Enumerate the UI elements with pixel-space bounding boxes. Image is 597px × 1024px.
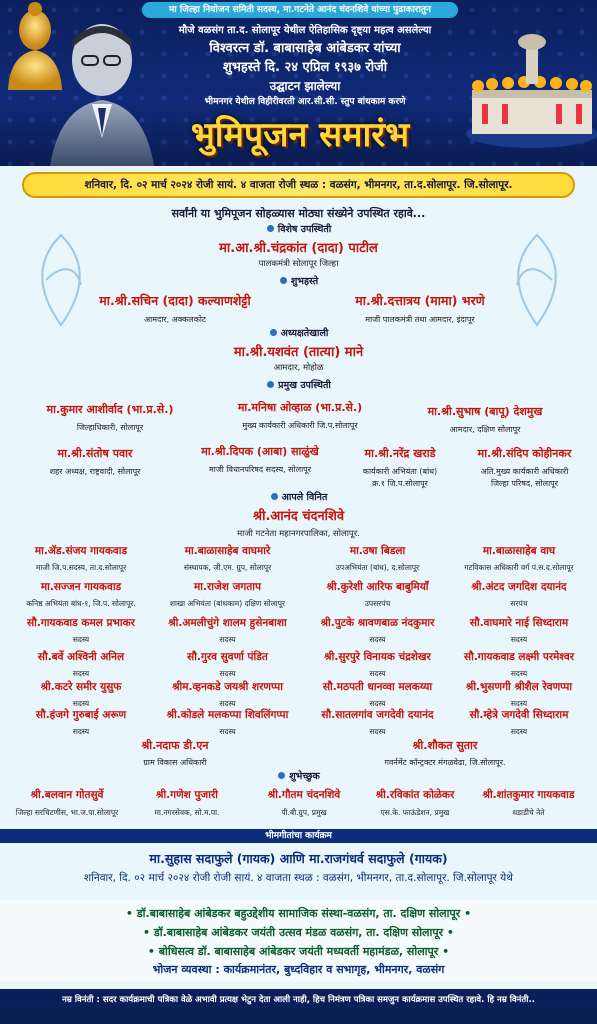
special-guest-desc: पालकमंत्री सोलापूर जिल्हा <box>258 259 339 269</box>
member-name: मा.बाळासाहेब वाघ <box>482 545 556 557</box>
member-desc: सदस्य <box>369 699 386 708</box>
blessing-desc: माजी पालकमंत्री तथा आमदार, इंदापूर <box>365 315 475 324</box>
member-desc: सदस्य <box>369 727 386 736</box>
president-name: मा.श्री.यशवंत (तात्या) माने <box>233 345 364 360</box>
official-name: श्री.शौकत सुतार <box>412 739 478 752</box>
member-name: श्री.भुसणगी श्रीशैल रेवणप्पा <box>465 681 573 693</box>
president-desc: आमदार, मोहोळ <box>273 363 324 373</box>
organizer-line: • डॉ.बाबासाहेब आंबेडकर जयंती उत्सव मंडळ वळसंग, ता. दक्षिण सोलापूर • <box>143 926 454 939</box>
member-name: सौ.हंजगे गुरुबाई अरूण <box>35 709 127 721</box>
member-desc: गटविकास अधिकारी वर्ग पं.स.द.सोलापूर <box>464 563 574 572</box>
member-name: सौ.वाघमारे नाई सिध्दाराम <box>469 617 569 629</box>
guest-name: मा.श्री.सुभाष (बापू) देशमुख <box>427 405 543 418</box>
special-guest-name: मा.आ.श्री.चंद्रकांत (दादा) पाटील <box>219 241 378 256</box>
well-wisher-desc: धडाडीचे नेते <box>512 808 545 817</box>
inviter-name: श्री.आनंद चंदनशिवे <box>252 509 345 524</box>
member-name: मा.बाळासाहेब वाघमारे <box>184 545 271 557</box>
well-wisher-name: श्री.गौतम चंदनशिवे <box>267 789 341 801</box>
member-name: सौ.गायकवाड कमल प्रभाकर <box>27 617 135 629</box>
section-main-guests <box>234 378 364 393</box>
well-wisher-name: श्री.रविकांत कोळेकर <box>375 789 455 801</box>
well-wisher-desc: जिल्हा सरचिटणीस, भा.ज.पा.सोलापूर <box>15 808 119 817</box>
well-wisher-name: श्री.गणेश पुजारी <box>156 789 218 801</box>
invite-line: सर्वांनी या भुमिपूजन सोहळ्यास मोठ्या संख्येने उपस्थित रहावे... <box>171 207 426 220</box>
header-line-4: उद्घाटन झालेल्या <box>269 79 341 93</box>
program-date: शनिवार, दि. ०२ मार्च २०२४ रोजी रोजी सायं. ४ वाजता स्थळ : वळसंग, भीमनगर, ता.द.सोलापूर. जि.सोलापूर येथे <box>84 872 513 884</box>
section-label: विशेष उपस्थिती <box>277 224 332 235</box>
guest-desc: आमदार, दक्षिण सोलापूर <box>449 425 521 434</box>
organizer-line: • डॉ.बाबासाहेब आंबेडकर बहुउद्देशीय सामाजिक संस्था-वळसंग, ता. दक्षिण सोलापूर • <box>125 907 472 920</box>
stupa-image <box>452 14 597 154</box>
bullet-icon <box>278 772 285 779</box>
blessing-desc: आमदार, अक्कलकोट <box>144 315 206 324</box>
well-wisher-name: श्री.शांतकुमार गायकवाड <box>482 789 575 801</box>
member-desc: सदस्य <box>72 699 90 708</box>
member-desc: सदस्य <box>219 635 236 644</box>
member-desc: माजी जि.प.सदस्य, ता.द.सोलापूर <box>35 563 127 572</box>
header-line-1: मौजे वळसंग ता.द. सोलापूर येथील ऐतिहासिक दृष्ट्या महत्व असलेल्या <box>178 25 432 36</box>
header-line-2: विश्वरत्न डॉ. बाबासाहेब आंबेडकर यांच्या <box>209 41 401 56</box>
member-desc: सदस्य <box>510 669 528 678</box>
member-desc: उपसरपंच <box>364 599 391 608</box>
section-inviter <box>234 490 364 505</box>
guest-desc-2: क्र.१ जि.प.सोलापूर <box>372 479 428 488</box>
guest-desc: मुख्य कार्यकारी अधिकारी जि.प.सोलापूर <box>242 421 358 430</box>
guest-desc: अति.मुख्य कार्यकारी अधिकारी <box>480 467 569 476</box>
main-title: भुमिपूजन समारंभ <box>190 115 410 155</box>
member-desc: सरपंच <box>510 599 528 608</box>
header-line-5: भीमनगर येथील विहीरीवरती आर.सी.सी. स्तुप बांधकाम करणे <box>204 97 406 107</box>
well-wisher-desc: मा.नगरसेवक, सो.म.पा. <box>154 808 220 817</box>
bullet-icon <box>270 329 277 336</box>
blessing-name: मा.श्री.सचिन (दादा) कल्याणशेट्टी <box>99 293 251 308</box>
official-desc: ग्राम विकास अधिकारी <box>143 758 207 767</box>
member-desc: उपअभियंता (बांध), द.सोलापूर <box>335 563 420 572</box>
section-label: आपले विनित <box>281 492 328 503</box>
section-president <box>234 326 364 341</box>
section-label: प्रमुख उपस्थिती <box>278 380 331 391</box>
member-desc: सदस्य <box>219 699 236 708</box>
member-desc: सदस्य <box>510 635 528 644</box>
section-blessing <box>234 274 364 289</box>
guest-desc: शहर अध्यक्ष, राष्ट्रवादी, सोलापूर <box>49 467 141 476</box>
member-name: श्री.कटरे समीर युसुफ <box>40 681 122 693</box>
member-desc: संस्थापक, जी.एम. ग्रुप, सोलापूर <box>183 563 272 572</box>
bullet-icon <box>267 225 274 232</box>
member-name: मा.सज्जन गायकवाड <box>40 581 122 593</box>
member-name: श्री.कोडले मलकप्पा शिवलिंगप्पा <box>166 709 289 721</box>
program-singers: मा.सुहास सदाफुले (गायक) आणि मा.राजगंधर्व सदाफुले (गायक) <box>149 851 448 866</box>
inviter-desc: माजी गटनेता महानगरपालिका, सोलापूर. <box>237 529 360 539</box>
member-name: सौ.गुरव सुवर्णा पंडित <box>187 651 268 663</box>
section-well-wishers <box>234 769 364 784</box>
member-name: श्री.कुरेशी आरिफ बाबुमियाँ <box>326 581 429 593</box>
section-special <box>234 222 364 237</box>
member-desc: कनिष्ठ अभियंता बांध-१, जि.प. सोलापूर. <box>26 599 136 608</box>
member-desc: सदस्य <box>219 727 236 736</box>
member-name: श्री.अमलीचुंगे शालम हुसेनबाशा <box>168 617 287 629</box>
guest-desc: कार्यकारी अभियंता (बांध) <box>362 467 438 476</box>
member-desc: सदस्य <box>72 669 90 678</box>
header-banner <box>0 0 597 166</box>
guest-name: मा.श्री.संतोष पवार <box>57 447 133 460</box>
member-name: श्री.अंटद जगदिश दयानंद <box>471 581 567 593</box>
section-label: शुभेच्छुक <box>289 771 320 782</box>
official-name: श्री.नदाफ डी.एन <box>141 739 209 752</box>
member-name: सौ.म्हेत्रे जगदेवी सिध्दाराम <box>469 709 569 721</box>
official-desc: गवर्नमेंट कॉन्ट्रक्टर मंगळवेढा, जि.सोलापूर. <box>384 758 506 767</box>
member-desc: सदस्य <box>510 699 528 708</box>
bullet-icon <box>280 277 287 284</box>
guest-desc-2: जिल्हा परिषद, सोलापूर <box>491 479 558 488</box>
section-label: अध्यक्षतेखाली <box>280 328 329 339</box>
blessing-name: मा.श्री.दत्तात्रय (मामा) भरणे <box>355 293 485 308</box>
guest-name: मा.श्री.नरेंद्र खराडे <box>364 447 436 460</box>
organizer-line: • बोधिसत्व डॉ. बाबासाहेब आंबेडकर जयंती मध्यवर्ती महामंडळ, सोलापूर • <box>147 945 450 958</box>
member-name: श्रीम.व्हनकडे जयश्री शरणप्पा <box>172 681 283 693</box>
member-name: मा.ॲड.संजय गायकवाड <box>34 545 128 557</box>
event-date-bar: शनिवार, दि. ०२ मार्च २०२४ रोजी सायं. ४ वाजता रोजी स्थळ : वळसंग, भीमनगर, ता.द.सोलापूर. जि.सोलापूर. <box>22 172 575 198</box>
member-desc: शाखा अभियंता (बांधकाम) दक्षिण सोलापूर <box>169 599 286 608</box>
member-name: सौ.गायकवाड लक्ष्मी परमेश्वर <box>464 651 574 663</box>
guest-name: मा.श्री.दिपक (आबा) साळुंखे <box>201 445 319 458</box>
ambedkar-portrait-image <box>40 8 160 166</box>
well-wisher-name: श्री.बलवान गोतसुर्वे <box>30 789 104 801</box>
header-line-3: शुभहस्ते दि. २४ एप्रिल १९३७ रोजी <box>222 60 388 75</box>
member-name: सौ.मठपती धानव्वा मलकय्या <box>322 681 433 693</box>
member-name: मा.उषा बिडला <box>349 545 406 557</box>
member-desc: सदस्य <box>72 635 90 644</box>
member-desc: सदस्य <box>369 635 386 644</box>
member-desc: सदस्य <box>72 727 90 736</box>
footer-request: नम्र विनंती : सदर कार्यक्रमाची पत्रिका वेळे अभावी प्रत्यक्ष भेटुन देता आली नाही, हिच निमंत्रण पत्रिका समजुन कार्यक्रमास उपस्थित रहावे. हि नम्र विनंती.. <box>0 989 597 1024</box>
guest-desc: माजी विधानपरिषद सदस्य, सोलापूर <box>209 465 311 474</box>
guest-name: मा.श्री.संदिप कोहीनकर <box>477 447 572 460</box>
guest-desc: जिल्हाधिकारी, सोलापूर <box>76 423 144 432</box>
section-label: शुभहस्ते <box>290 276 319 287</box>
member-name: सौ.सातलगांव जगदेवी दयानंद <box>321 709 434 721</box>
member-name: श्री.पुटके श्रावणबाळ नंदकुमार <box>320 617 435 629</box>
member-desc: सदस्य <box>369 669 386 678</box>
bullet-icon <box>271 493 278 500</box>
well-wisher-desc: पी.बी.ग्रुप, प्रमुख <box>281 808 327 817</box>
guest-name: मा.कुमार आशीर्वाद (भा.प्र.से.) <box>46 403 174 416</box>
program-heading: भीमगीतांचा कार्यक्रम <box>0 829 597 843</box>
member-name: सौ.बर्वे अश्विनी अनिल <box>37 651 125 663</box>
member-desc: सदस्य <box>510 727 528 736</box>
header-ribbon: मा जिल्हा नियोजन समिती सदस्य, मा.गटनेते आनंद चंदनशिवे यांच्या पुढाकारातुन <box>142 2 458 18</box>
guest-name: मा.मनिषा ओव्हाळ (भा.प्र.से.) <box>237 401 363 414</box>
food-arrangement: भोजन व्यवस्था : कार्यक्रमानंतर, बुध्दविहार व सभागृह, भीमनगर, वळसंग <box>152 963 445 976</box>
member-desc: सदस्य <box>219 669 236 678</box>
well-wisher-desc: एस.के. फाऊंडेशन, प्रमुख <box>380 808 450 817</box>
member-name: मा.राजेश जगताप <box>194 581 261 593</box>
member-name: श्री.सुरपुरे विनायक चंद्रशेखर <box>324 651 431 663</box>
bullet-icon <box>267 381 274 388</box>
